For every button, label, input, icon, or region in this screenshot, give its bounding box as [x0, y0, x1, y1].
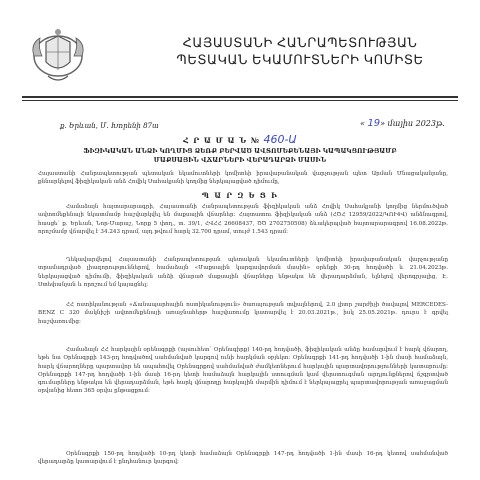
body-paragraph: Օրենսգրքի 150-րդ հոդվածի 10-րդ կետի համաձայն Օրենսգրքի 147-րդ հոդվածի 1-ին մասի 16-րդ կետով սահմանված վերադարձը կատարվում է ընդհանուր կարգով: — [38, 451, 448, 466]
document-place: ք. Երևան, Մ. Խորենի 87ա — [60, 122, 159, 130]
body-paragraph: Համաձայն ՀՀ հարկային օրենսգրքի (այսուհետ՝ Օրենսգիրք) 140-րդ հոդվածի, ֆիզիկական անձը համարվում է հարկ վճարող, եթե նա Օրենսգրքի 143-րդ հոդվածով սահմանված կարգով ունի հարկման օբյեկտ: Օրենսգրքի 141-րդ հոդվածի 1-ին մասի համաձայն, հարկ վճարողները պարտավոր են ապահովել Օրենսգրքով սահմանված ժամկետներում հարկային պարտավորությունների կատարումը: Օրենսգրքի 147-րդ հոդվածի 1-ին մասի 16-րդ կետի համաձայն հարկային ստուգման կամ վերստուգման արդյունքներով ճշգրտված գումարները ենթակա են վերադարձման, եթե հարկ վճարողը հարկային մարմին դիմում է ներկայացրել պարտավորության առաջացման օրվանից հետո 365 օրվա ընթացքում: — [38, 347, 448, 395]
body-paragraph: Ղեկավարվելով Հայաստանի Հանրապետության պետական եկամուտների կոմիտեի իրավաբանական վարչությանը տրամադրված լիազորություններով, համաձայն «Մաքսային կարգավորման մասին» օրենքի 30-րդ հոդվածի և 21.04.2023թ. ներկայացված դիմումի, ֆիզիկական անձի վճարած մաքսային վճարները ենթակա են վերադարձման, ելնելով վերոգրյալից, Է. Ստեփանյան և որոշում եմ կայացնել: — [38, 257, 448, 288]
section-heading: Պ Ա Ր Զ Ե Ց Ի — [201, 191, 279, 200]
org-line-1: ՀԱՅԱՍՏԱՆԻ ՀԱՆՐԱՊԵՏՈՒԹՅԱՆ — [182, 35, 418, 50]
coat-of-arms-icon — [26, 26, 90, 90]
intro-paragraph: Հայաստանի Հանրապետության պետական եկամուտների կոմիտեի իրավաբանական վարչության պետ Արման Մնացականյանը, քննարկելով ֆիզիկական անձ Հովիկ Սահակյանի կողմից ներկայացված դիմումը, — [38, 171, 448, 186]
organization-title — [150, 34, 450, 68]
order-number-handwritten: 460-Ա — [263, 133, 297, 146]
document-date: « 19» մայիս 2023թ. — [360, 118, 445, 129]
order-title — [0, 133, 480, 146]
body-paragraph: ՀՀ ոստիկանության «Ճանապարհային ոստիկանություն» ծառայության տվյալներով, 2.0 լիտր շարժիչի ծավալով MERCEDES-BENZ C 320 մակնիշի ավտոմեքենայի առաջնահերթ հաշվառումը կատարվել է 20.03.2021թ., իսկ 25.05.2021թ. դուրս է գրվել հաշվառումից: — [38, 302, 448, 325]
body-paragraph: Համաձայն հայտարարագրի, Հայաստանի Հանրապետության ֆիզիկական անձ Հովիկ Սահակյանի կողմից ներմուծված ավտոմեքենայի նկատմամբ հաշվարկվել են մաքսային վճարներ: Հայտատու ֆիզիկական անձ (ՀԾՀ 12959/2022/ԿՈՒ4Վ) անձնագրով, հասցե՝ ք. Երևան, Նոր-Մարաշ, Նորք 5 փող., տ. 39/1, ՀՎՀՀ 26608437, ԾԾ 2702750508) ձևակերպված հայտարարագրով 16.08.2022թ. որոշմամբ վճարվել է 34.243 դրամ, այդ թվում հարկ 32.700 դրամ, տույժ 1.543 դրամ: — [38, 204, 448, 235]
date-handwritten: 19 — [367, 118, 381, 129]
header-divider-thin — [22, 100, 458, 101]
order-prefix: Հ Ր Ա Մ Ա Ն № — [183, 136, 260, 145]
org-line-2: ՊԵՏԱԿԱՆ ԵԿԱՄՈՒՏՆԵՐԻ ԿՈՄԻՏԵ — [176, 52, 424, 67]
header-divider-thick — [22, 96, 458, 98]
date-suffix: » մայիս 2023թ. — [380, 119, 445, 128]
order-subject: ՖԻԶԻԿԱԿԱՆ ԱՆՁԻ ԿՈՂՄԻՑ ՁԵՌՔ ԲԵՐՎԱԾ ԱՎՏՈՄԵՔԵՆԱՅԻ ԿԱՊԱԿՑՈՒԹՅԱՄԲ ՄԱՔՍԱՅԻՆ ՎՃԱՐՆԵՐԻ ՎԵՐԱԴԱՐՁԻ ՄԱՍԻՆ — [83, 148, 397, 164]
